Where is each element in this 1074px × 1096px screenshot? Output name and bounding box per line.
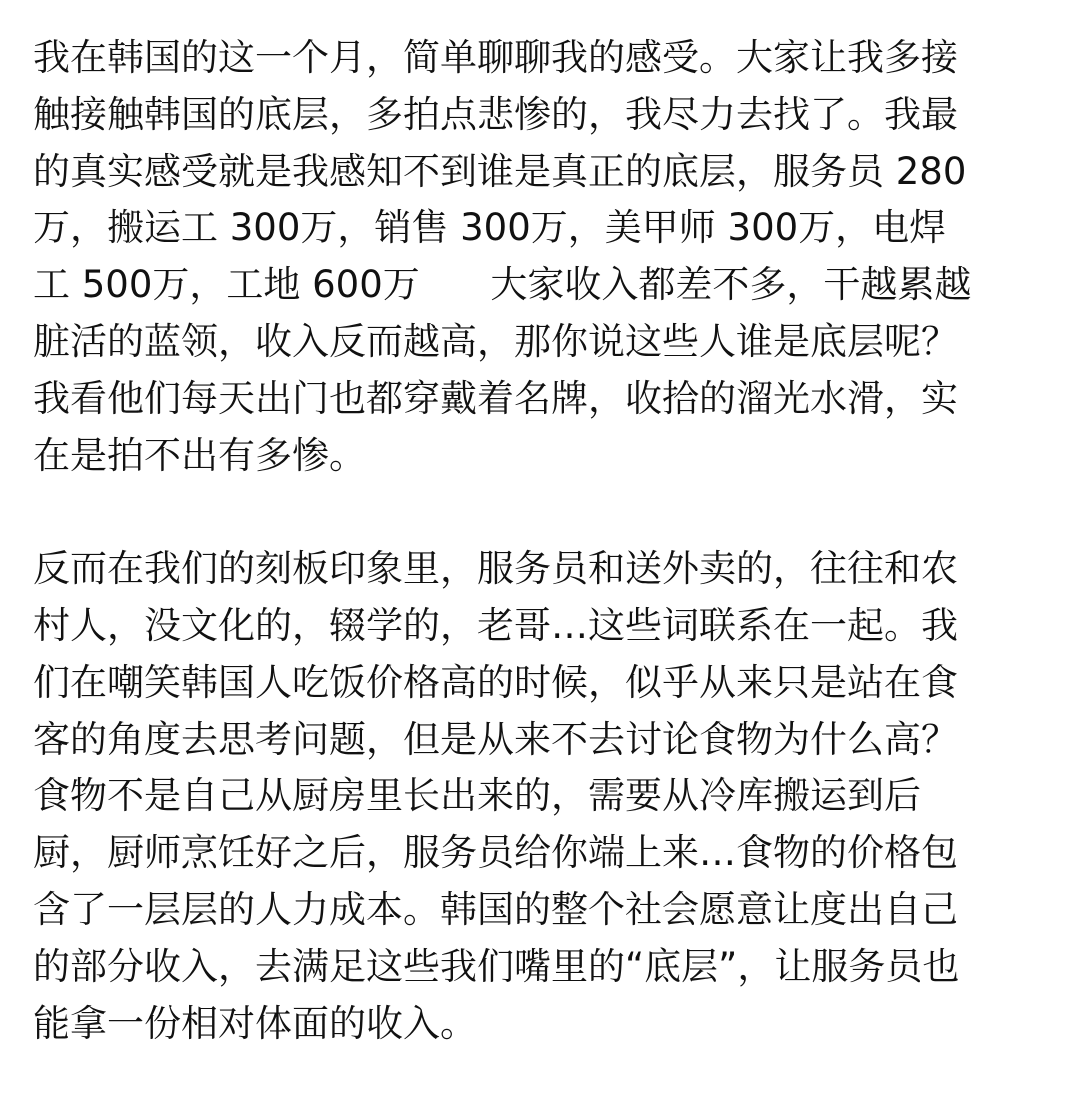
- text-line: 工 500万，工地 600万 大家收入都差不多，干越累越: [33, 263, 972, 307]
- post-body: [33, 30, 1045, 1052]
- text-line: 的真实感受就是我感知不到谁是真正的底层，服务员 280: [33, 149, 967, 193]
- text-line: 在是拍不出有多惨。: [33, 433, 366, 477]
- text-line: 客的角度去思考问题，但是从来不去讨论食物为什么高？: [33, 717, 958, 761]
- text-line: 万，搬运工 300万，销售 300万，美甲师 300万，电焊: [33, 206, 947, 250]
- paragraph-1: [33, 30, 1045, 484]
- text-line: 食物不是自己从厨房里长出来的，需要从冷库搬运到后: [33, 774, 921, 818]
- text-line: 触接触韩国的底层，多拍点悲惨的，我尽力去找了。我最: [33, 92, 958, 136]
- text-line: 含了一层层的人力成本。韩国的整个社会愿意让度出自己: [33, 887, 958, 931]
- text-line: 我在韩国的这一个月，简单聊聊我的感受。大家让我多接: [33, 36, 958, 79]
- text-line: 我看他们每天出门也都穿戴着名牌，收拾的溜光水滑，实: [33, 376, 958, 420]
- text-line: 村人，没文化的，辍学的，老哥…这些词联系在一起。我: [33, 603, 958, 647]
- text-line: 反而在我们的刻板印象里，服务员和送外卖的，往往和农: [33, 547, 958, 591]
- paragraph-2: [33, 541, 1045, 1052]
- paragraph-gap: [33, 484, 1045, 541]
- text-line: 们在嘲笑韩国人吃饭价格高的时候，似乎从来只是站在食: [33, 660, 958, 704]
- text-line: 能拿一份相对体面的收入。: [33, 1001, 477, 1045]
- text-line: 脏活的蓝领，收入反而越高，那你说这些人谁是底层呢？: [33, 319, 958, 363]
- text-line: 厨，厨师烹饪好之后，服务员给你端上来…食物的价格包: [33, 831, 958, 875]
- text-line: 的部分收入，去满足这些我们嘴里的“底层”，让服务员也: [33, 944, 960, 988]
